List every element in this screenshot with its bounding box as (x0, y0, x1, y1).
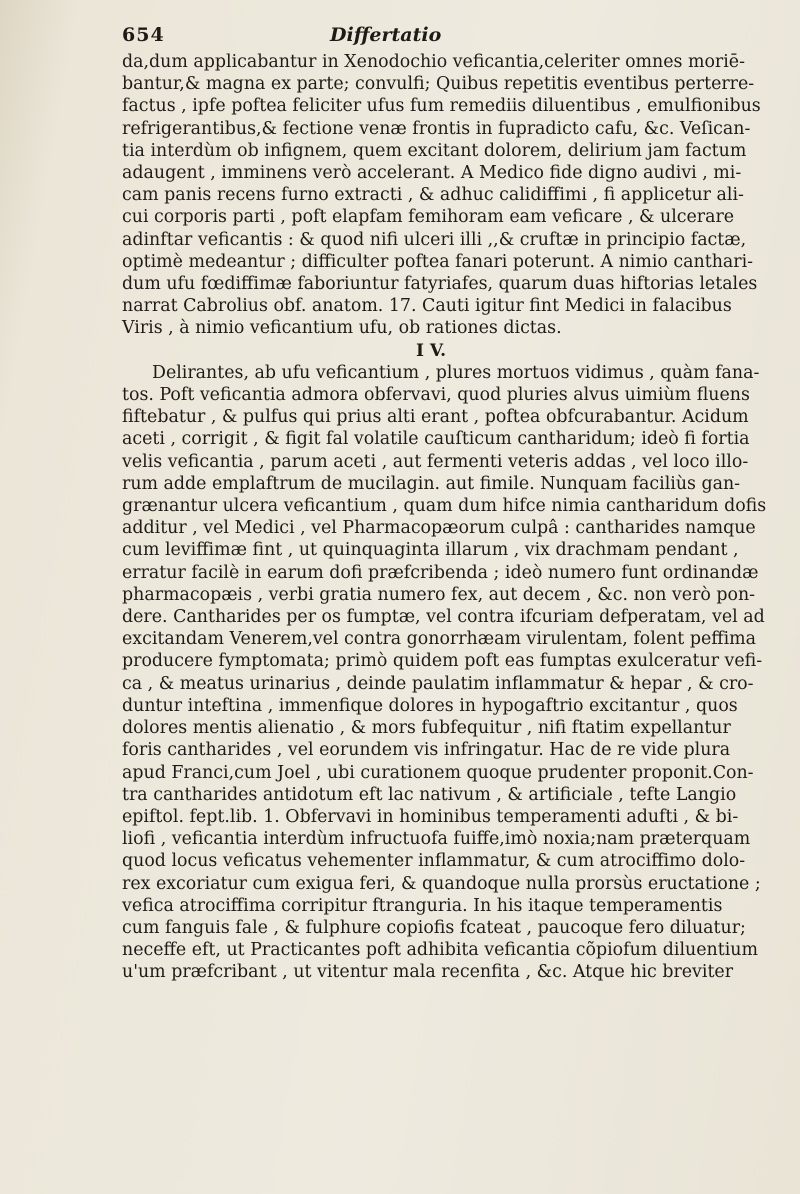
text-line: erratur facilè in earum dofi præfcribenda ; ideò numero funt ordinandæ (122, 562, 759, 583)
text-line: fiftebatur , & pulfus qui prius alti erant , poftea obfcurabantur. Acidum (122, 407, 749, 428)
text-line: narrat Cabrolius obf. anatom. 17. Cauti igitur fint Medici in falacibus (122, 296, 732, 317)
text-line: aceti , corrigit , & figit fal volatile cauſticum cantharidum; ideò fi fortia (122, 429, 750, 450)
page-number: 654 (122, 24, 165, 46)
text-line: factus , ipfe poftea feliciter ufus fum remediis diluentibus , emulfionibus (122, 96, 761, 117)
text-line: rum adde emplaftrum de mucilagin. aut fimile. Nunquam faciliùs gan- (122, 473, 741, 494)
page-header (122, 24, 682, 54)
text-line: bantur,& magna ex parte; convulfi; Quibus repetitis eventibus perterre- (122, 74, 755, 95)
paragraph-1 (122, 51, 761, 340)
text-line: neceffe eft, ut Practicantes poft adhibita veficantia cõpiofum diluentium (122, 940, 758, 961)
text-line: optimè medeantur ; difficulter poftea fanari poterunt. A nimio canthari- (122, 251, 754, 272)
text-line: dere. Cantharides per os fumptæ, vel contra ifcuriam defperatam, vel ad (122, 607, 765, 628)
section-heading: I V. (415, 340, 446, 361)
text-line: liofi , veficantia interdùm infructuofa fuiffe,imò noxia;nam præterquam (122, 829, 751, 850)
text-line: cum leviffimæ fint , ut quinquaginta illarum , vix drachmam pendant , (122, 540, 739, 561)
paragraph-2 (122, 362, 767, 984)
text-line: da,dum applicabantur in Xenodochio veficantia,celeriter omnes moriē- (122, 52, 745, 72)
text-line: apud Franci,cum Joel , ubi curationem quoque prudenter proponit.Con- (122, 762, 754, 783)
text-line: pharmacopæis , verbi gratia numero fex, aut decem , &c. non verò pon- (122, 584, 756, 605)
body-text (122, 51, 767, 984)
text-line: adaugent , imminens verò accelerant. A Medico fide digno audivi , mi- (122, 163, 742, 184)
text-line: duntur inteftina , immenfique dolores in hypogaftrio excitantur , quos (122, 695, 738, 716)
text-line: dum ufu fœdiffimæ faboriuntur fatyriafes, quarum duas hiftorias letales (122, 274, 758, 295)
text-line: tos. Poft veficantia admora obfervavi, quod pluries alvus uimiùm fluens (122, 385, 750, 406)
text-line: tia interdùm ob infignem, quem excitant dolorem, delirium jam factum (122, 140, 747, 161)
text-line: Delirantes, ab ufu veficantium , plures mortuos vidimus , quàm fana- (152, 362, 760, 383)
text-line: adinftar veficantis : & quod nifi ulceri illi ,,& cruftæ in principio factæ, (122, 229, 747, 250)
running-title: Differtatio (330, 24, 442, 46)
text-line: dolores mentis alienatio , & mors fubfequitur , nifi ftatim expellantur (122, 718, 731, 739)
text-line: epiftol. fept.lib. 1. Obfervavi in hominibus temperamenti adufti , & bi- (122, 806, 739, 827)
text-line: refrigerantibus,& fectione venæ frontis in fupradicto cafu, &c. Veſican- (122, 118, 751, 139)
text-line: cui corporis parti , poft elapfam femihoram eam veficare , & ulcerare (122, 207, 735, 228)
text-line: velis veficantia , parum aceti , aut fermenti veteris addas , vel loco illo- (122, 451, 749, 472)
text-line: ca , & meatus urinarius , deinde paulatim inflammatur & hepar , & cro- (122, 673, 754, 694)
text-line: additur , vel Medici , vel Pharmacopæorum culpâ : cantharides namque (122, 518, 756, 539)
text-line: vefica atrociffima corripitur ftranguria. In his itaque temperamentis (122, 895, 723, 916)
text-line: Viris , à nimio veficantium ufu, ob rationes dictas. (122, 318, 562, 339)
text-line: cam panis recens furno extracti , & adhuc calidiffimi , fi applicetur ali- (122, 185, 744, 206)
text-line: cum fanguis fale , & fulphure copiofis fcateat , paucoque fero diluatur; (122, 917, 746, 938)
text-line: quod locus veficatus vehementer inflammatur, & cum atrociffimo dolo- (122, 851, 746, 872)
text-line: excitandam Venerem,vel contra gonorrhæam virulentam, folent peffima (122, 629, 757, 650)
text-line: u'um præfcribant , ut vitentur mala recenfita , &c. Atque hic breviter (122, 962, 734, 983)
text-line: producere fymptomata; primò quidem poft eas fumptas exulceratur vefi- (122, 651, 763, 672)
text-line: grænantur ulcera veficantium , quam dum hifce nimia cantharidum dofis (122, 496, 767, 517)
text-line: foris cantharides , vel eorundem vis infringatur. Hac de re vide plura (122, 740, 731, 761)
text-line: rex excoriatur cum exigua feri, & quandoque nulla prorsùs eructatione ; (122, 873, 761, 894)
text-line: tra cantharides antidotum eft lac nativum , & artificiale , tefte Langio (122, 784, 737, 805)
